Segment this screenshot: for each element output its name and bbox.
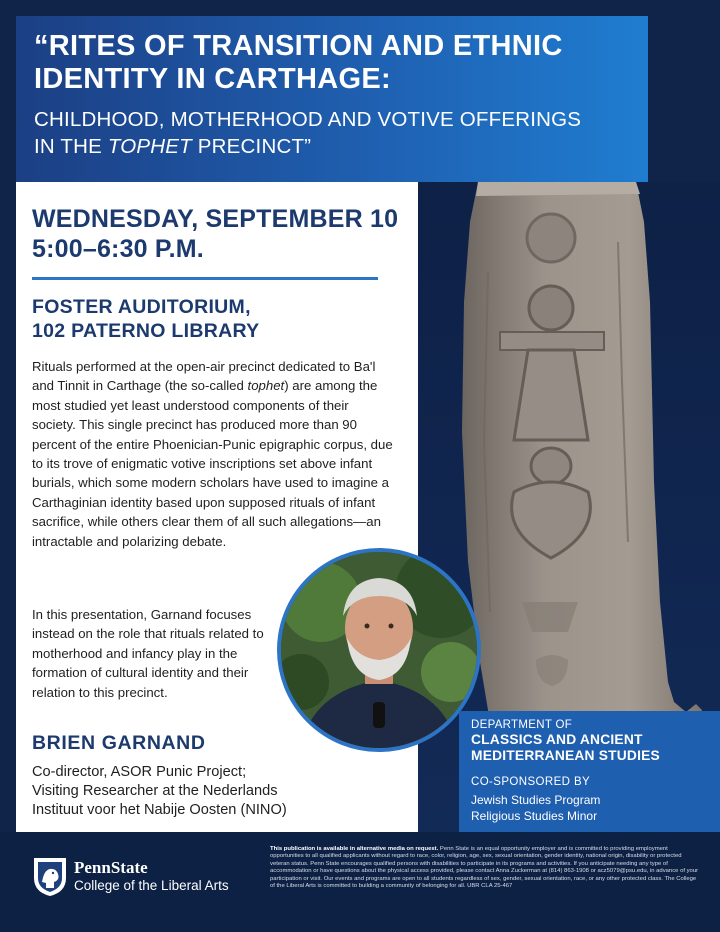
footer [0,832,720,932]
department-name: CLASSICS AND ANCIENT MEDITERRANEAN STUDIES [471,732,660,763]
event-time: 5:00–6:30 P.M. [32,235,204,263]
venue-line-2: 102 PATERNO LIBRARY [32,320,260,342]
department-box [459,711,720,832]
title-line-2: IDENTITY IN CARTHAGE: [34,63,391,95]
venue-line-1: FOSTER AUDITORIUM, [32,296,251,318]
speaker-affiliation: Co-director, ASOR Punic Project; Visiting Researcher at the Nederlands Instituut voor het Nabije Oosten (NINO) [32,764,287,818]
subtitle-emphasis: TOPHET [107,135,192,158]
cosponsor-item: Religious Studies Minor [471,809,598,823]
subtitle-line-2: IN THE TOPHET PRECINCT” [34,135,312,158]
description-paragraph-2: In this presentation, Garnand focuses instead on the role that rituals related to motherhood and infancy play in the formation of cultural identity and their relation to this precinct. [32,607,264,700]
title-line-1: “RITES OF TRANSITION AND ETHNIC [34,30,563,62]
cosponsored-label: CO-SPONSORED BY [471,776,591,788]
brand [74,858,229,894]
department-label: DEPARTMENT OF [471,719,573,731]
event-title [34,30,630,96]
cosponsor-list [471,792,708,824]
brand-name: PennState [74,858,148,877]
event-datetime [32,204,398,264]
description-paragraph-1: Rituals performed at the open-air precinct dedicated to Ba'l and Tinnit in Carthage (the so-called tophet) are among the most studied yet least understood components of their society. This single precinct has produced more than 90 percent of the entire Phoenician-Punic epigraphic corpus, due to its trove of enigmatic votive inscriptions set above infant burials, which some modern scholars have used to imagine a Carthaginian identity based upon supposed rituals of infant sacrifice, while others clear them of all such allegations—an intractable and polarizing debate. [32,359,393,549]
fine-print: This publication is available in alternative media on request. Penn State is an equal opportunity employer and is committed to providing employment opportunities to all qualified applicants without regard to race, color, religion, age, sex, sexual orientation, gender identity, national origin, disability or protected veteran status. Penn State encourages qualified persons with disabilities to participate in its programs and activities. If you anticipate needing any type of accommodation or have questions about the physical access provided, please contact Anna Zuckerman at (814) 863-1908 or acz5079@psu.edu, in advance of your participation or visit. Our events and programs are open to all students regardless of sex, gender, sexual orientation, race, or any other protected class. The College of the Liberal Arts is committed to building a community of belonging for all. UBR CLA 25-467 [270,846,699,890]
divider [32,277,378,280]
brand-college: College of the Liberal Arts [74,878,229,893]
event-subtitle [34,106,630,160]
subtitle-line-1: CHILDHOOD, MOTHERHOOD AND VOTIVE OFFERINGS [34,108,582,131]
speaker-photo [281,552,477,748]
speaker-name: BRIEN GARNAND [32,732,206,754]
cosponsor-item: Jewish Studies Program [471,793,601,807]
speaker-portrait [277,548,481,752]
title-banner [16,16,648,182]
event-venue [32,295,259,343]
event-date: WEDNESDAY, SEPTEMBER 10 [32,205,399,233]
penn-state-shield-icon [32,856,68,898]
